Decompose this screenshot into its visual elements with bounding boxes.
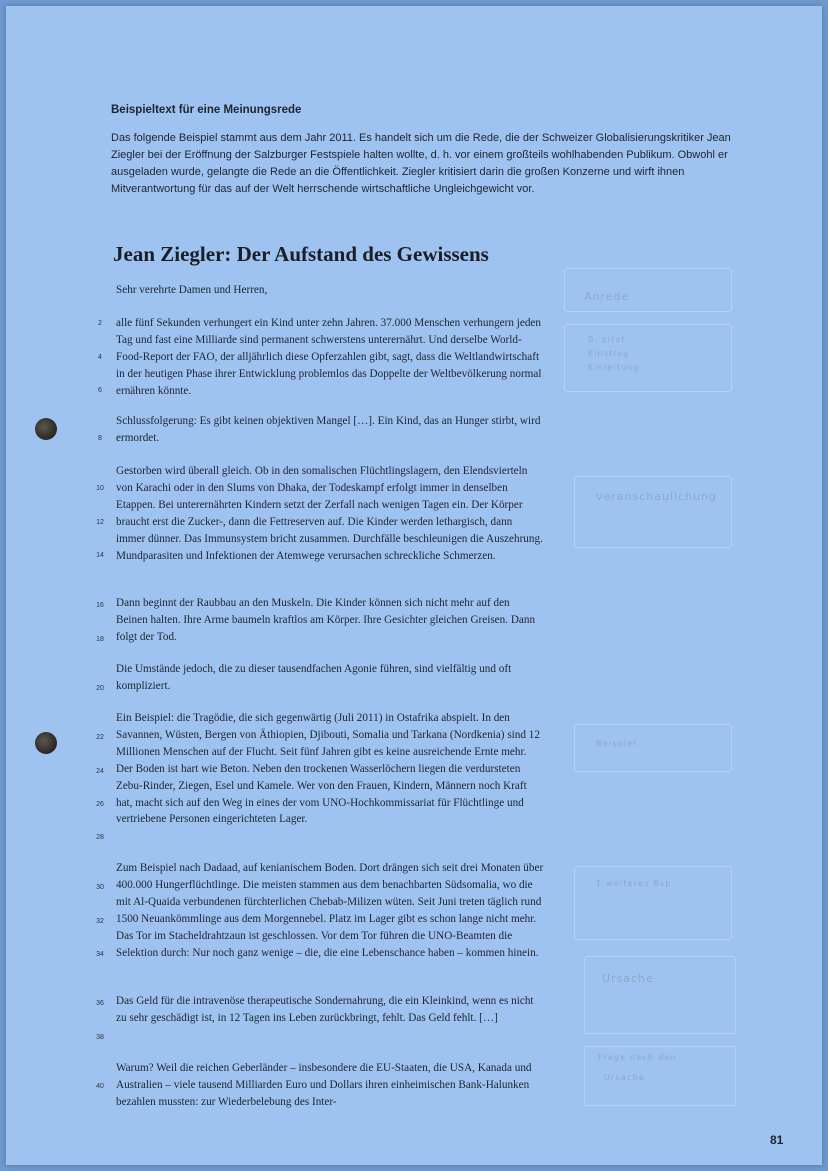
margin-box-veranschaulichung bbox=[574, 476, 732, 548]
line-number: 22 bbox=[96, 734, 104, 741]
page-number: 81 bbox=[770, 1133, 784, 1147]
margin-note-einstieg: Einstieg bbox=[588, 349, 630, 358]
line-number: 40 bbox=[96, 1083, 104, 1090]
speech-paragraph-9: Warum? Weil die reichen Geberländer – insbesondere die EU-Staaten, die USA, Kanada und Australien – viele tausend Milliarden Euro und Dollars ihren einheimischen Bank-Halunken bezahlen mussten: zur Wiederbelebung des Inter- bbox=[116, 1062, 532, 1108]
speech-paragraph-1: alle fünf Sekunden verhungert ein Kind unter zehn Jahren. 37.000 Menschen verhungern jeden Tag und fast eine Milliarde sind permanent schwerstens unterernährt. Und derselbe World-Food-Report der FAO, der alljährlich diese Opferzahlen gibt, sagt, dass die Weltlandwirtschaft in der heutigen Phase ihrer Entwicklung problemlos das Doppelte der Weltbevölkerung normal ernähren könnte. bbox=[116, 317, 542, 397]
speech-paragraph-2: Schlussfolgerung: Es gibt keinen objektiven Mangel […]. Ein Kind, das an Hunger stirbt, wird ermordet. bbox=[116, 415, 541, 444]
margin-note-einleitung: Einleitung bbox=[588, 363, 641, 372]
punch-hole-bottom bbox=[35, 732, 57, 754]
line-number: 6 bbox=[98, 387, 102, 394]
speech-salutation: Sehr verehrte Damen und Herren, bbox=[116, 284, 268, 296]
margin-note-ursache: Ursache bbox=[602, 972, 654, 985]
speech-paragraph-4: Dann beginnt der Raubbau an den Muskeln. Die Kinder können sich nicht mehr auf den Beinen halten. Ihre Arme baumeln kraftlos am Körper. Ihre Gesichter gleichen Greisen. Dann folgt der Tod. bbox=[116, 597, 536, 643]
line-number: 26 bbox=[96, 801, 104, 808]
speech-paragraph-7: Zum Beispiel nach Dadaad, auf kenianischem Boden. Dort drängen sich seit drei Monaten über 400.000 Hungerflüchtlinge. Die meisten stammen aus dem benachbarten Südsomalia, wo die mit Al-Quaida verbundenen fürchterlichen Chebab-Milizen wüten. Seit Juni treten täglich rund 1500 Neuankömmlinge aus dem Morgennebel. Platz im Lager gibt es schon lange nicht mehr. Das Tor im Stacheldrahtzaun ist geschlossen. Vor dem Tor führen die UNO-Beamten die Selektion durch: Nur noch ganz wenige – die, die eine Lebenschance haben – kommen hinein. bbox=[116, 862, 544, 959]
speech-paragraph-6: Ein Beispiel: die Tragödie, die sich gegenwärtig (Juli 2011) in Ostafrika abspielt. In den Savannen, Wüsten, Bergen von Äthiopien, Djibouti, Somalia und Tarkana (Nordkenia) sind 12 Millionen Menschen auf der Flucht. Seit fünf Jahren gibt es keine ausreichende Ernte mehr. Der Boden ist hart wie Beton. Neben den trockenen Wasserlöchern liegen die verdursteten Zebu-Rinder, Ziegen, Esel und Kamele. Wer von den Frauen, Kindern, Männern noch Kraft hat, macht sich auf den Weg in eines der vom UNO-Hochkommissariat für Flüchtlinge und vertriebene Personen eingerichteten Lager. bbox=[116, 712, 540, 826]
margin-note-veranschaulichung: veranschaulichung bbox=[596, 490, 718, 503]
line-number: 20 bbox=[96, 685, 104, 692]
intro-heading: Beispieltext für eine Meinungsrede bbox=[111, 104, 302, 116]
line-number: 32 bbox=[96, 918, 104, 925]
punch-hole-top bbox=[35, 418, 57, 440]
margin-note-weiteres: 1 weiteres Bsp bbox=[596, 879, 672, 888]
line-number: 16 bbox=[96, 602, 104, 609]
margin-note-beispiel: Beispiel bbox=[596, 739, 637, 748]
line-number: 10 bbox=[96, 485, 104, 492]
book-page bbox=[6, 6, 822, 1165]
margin-note-anrede: Anrede bbox=[584, 290, 630, 303]
line-number: 18 bbox=[96, 636, 104, 643]
speech-paragraph-3: Gestorben wird überall gleich. Ob in den somalischen Flüchtlingslagern, den Elendsvierteln von Karachi oder in den Slums von Dhaka, der Todeskampf erfolgt immer in denselben Etappen. Bei unterernährten Kindern setzt der Zerfall nach wenigen Tagen ein. Der Körper braucht erst die Zucker-, dann die Fettreserven auf. Die Kinder werden lethargisch, dann immer dünner. Das Immunsystem bricht zusammen. Durchfälle beschleunigen die Auszehrung. Mundparasiten und Infektionen der Atemwege verursachen schreckliche Schmerzen. bbox=[116, 465, 543, 562]
speech-paragraph-8: Das Geld für die intravenöse therapeutische Sondernahrung, die ein Kleinkind, wenn es nicht zu sehr geschädigt ist, in 12 Tagen ins Leben zurückbringt, fehlt. Das Geld fehlt. […] bbox=[116, 995, 534, 1024]
line-number: 28 bbox=[96, 834, 104, 841]
margin-box-ursache bbox=[584, 956, 736, 1034]
speech-paragraph-5: Die Umstände jedoch, die zu dieser tausendfachen Agonie führen, sind vielfältig und oft kompliziert. bbox=[116, 663, 512, 692]
line-number: 8 bbox=[98, 435, 102, 442]
intro-text: Das folgende Beispiel stammt aus dem Jahr 2011. Es handelt sich um die Rede, die der Schweizer Globalisierungskritiker Jean Ziegler bei der Eröffnung der Salzburger Festspiele halten wollte, d. h. vor einem großteils wohlhabenden Publikum. Obwohl er ausgeladen wurde, gelangte die Rede an die Öffentlichkeit. Ziegler kritisiert darin die großen Konzerne und wirft ihnen Mitverantwortung für das auf der Welt herrschende wirtschaftliche Ungleichgewicht vor. bbox=[111, 132, 731, 195]
line-number: 14 bbox=[96, 552, 104, 559]
speech-title: Jean Ziegler: Der Aufstand des Gewissens bbox=[113, 242, 489, 266]
line-number: 30 bbox=[96, 884, 104, 891]
line-number: 36 bbox=[96, 1000, 104, 1007]
line-number: 34 bbox=[96, 951, 104, 958]
line-number: 24 bbox=[96, 768, 104, 775]
margin-note-ursache-2: Ursache bbox=[604, 1073, 646, 1082]
line-number: 38 bbox=[96, 1034, 104, 1041]
line-number: 2 bbox=[98, 320, 102, 327]
line-number: 4 bbox=[98, 354, 102, 361]
line-number: 12 bbox=[96, 519, 104, 526]
margin-note-bzitat: B. zitat bbox=[588, 335, 626, 344]
margin-note-frage: Frage nach den bbox=[598, 1053, 677, 1062]
